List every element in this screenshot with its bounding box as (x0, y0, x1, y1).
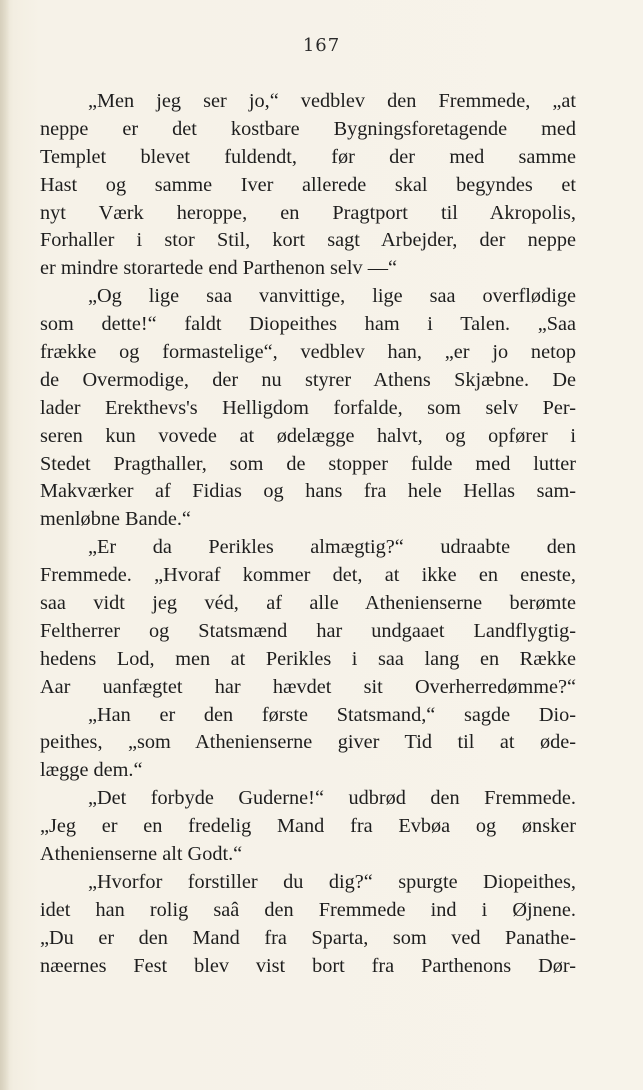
text-line: Hast og samme Iver allerede skal begyndes et (40, 173, 576, 196)
text-line: Feltherrer og Statsmænd har undgaaet Landflygtig- (40, 619, 576, 642)
text-line: Makværker af Fidias og hans fra hele Hellas sam- (40, 480, 576, 503)
text-line: Stedet Pragthaller, som de stopper fulde med lutter (40, 452, 576, 475)
text-line: nyt Værk heroppe, en Pragtport til Akropolis, (40, 201, 576, 224)
text-line: peithes, „som Athenienserne giver Tid til at øde- (40, 731, 576, 754)
text-line: næernes Fest blev vist bort fra Parthenons Dør- (40, 954, 576, 977)
page-number: 167 (302, 35, 341, 56)
text-line: Fremmede. „Hvoraf kommer det, at ikke en eneste, (40, 564, 576, 587)
text-line: hedens Lod, men at Perikles i saa lang en Række (40, 647, 576, 670)
text-line: „Det forbyde Guderne!“ udbrød den Fremmede. (88, 787, 576, 810)
text-line: lægge dem.“ (40, 759, 143, 782)
text-line: neppe er det kostbare Bygningsforetagende med (40, 117, 576, 140)
text-line: Athenienserne alt Godt.“ (40, 843, 243, 866)
text-line: idet han rolig saâ den Fremmede ind i Øjnene. (40, 898, 576, 921)
text-line: Aar uanfægtet har hævdet sit Overherredømme?“ (40, 675, 576, 698)
text-line: frække og formastelige“, vedblev han, „er jo netop (40, 341, 576, 364)
text-line: Forhaller i stor Stil, kort sagt Arbejder, der neppe (40, 229, 576, 252)
text-line: er mindre storartede end Parthenon selv —“ (40, 257, 398, 280)
text-line: saa vidt jeg véd, af alle Athenienserne berømte (40, 592, 576, 615)
text-line: Templet blevet fuldendt, før der med samme (40, 145, 576, 168)
text-line: „Du er den Mand fra Sparta, som ved Panathe- (40, 926, 576, 949)
text-line: „Jeg er en fredelig Mand fra Evbøa og ønsker (40, 815, 576, 838)
text-line: menløbne Bande.“ (40, 508, 191, 531)
text-line: „Er da Perikles almægtig?“ udraabte den (88, 536, 576, 559)
text-line: „Og lige saa vanvittige, lige saa overflødige (88, 285, 576, 308)
text-line: „Hvorfor forstiller du dig?“ spurgte Diopeithes, (88, 870, 576, 893)
text-line: „Men jeg ser jo,“ vedblev den Fremmede, „at (88, 90, 576, 112)
text-line: lader Erekthevs's Helligdom forfalde, som selv Per- (40, 396, 576, 419)
body-text (40, 88, 576, 981)
text-line: som dette!“ faldt Diopeithes ham i Talen. „Saa (40, 313, 576, 336)
text-line: „Han er den første Statsmand,“ sagde Dio- (88, 703, 576, 726)
text-line: seren kun vovede at ødelægge halvt, og opfører i (40, 424, 576, 447)
text-line: de Overmodige, der nu styrer Athens Skjæbne. De (40, 368, 576, 391)
gutter-shadow (0, 0, 10, 1090)
